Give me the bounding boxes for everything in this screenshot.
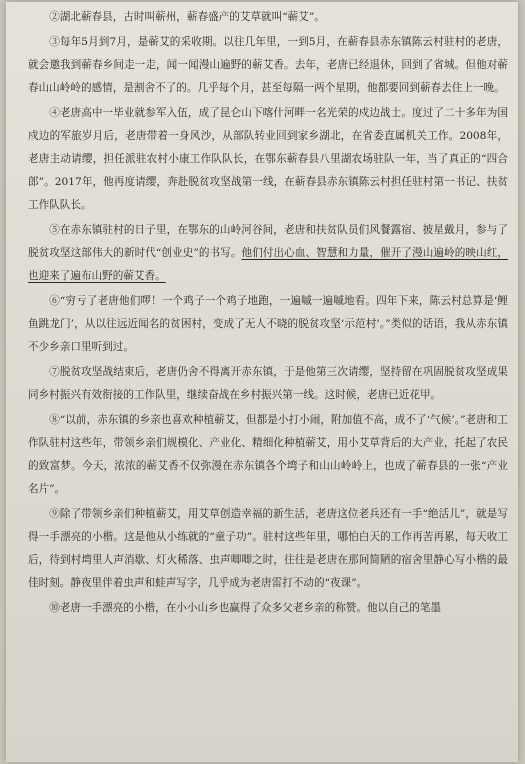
paragraph-5-text: ⑤在赤东镇驻村的日子里，在鄂东的山岭河谷间，老唐和扶贫队员们风餐露宿、披星戴月，参与了脱贫攻坚这部伟大的新时代“创业史”的书写。 [28,224,508,259]
underlined-sentence: 他们付出心血、智慧和力量，催开了漫山遍岭的映山红，也迎来了遍布山野的蕲艾香。 [28,247,508,282]
paragraph-6: ⑥“穷亏了老唐他们啰！一个鸡子一个鸡子地跑，一遍嘁一遍嘁地看。四年下来，陈云村总算是‘鲤鱼跳龙门’，从以往远近闻名的贫困村，变成了无人不晓的脱贫攻坚‘示范村’。”类似的话语，我从赤东镇不少乡亲口里听到过。 [28,295,508,353]
paragraph-3: ③每年5月到7月，是蕲艾的采收期。以往几年里，一到5月，在蕲春县赤东镇陈云村驻村的老唐，就会邀我到蕲春乡间走一走，闻一闻漫山遍野的蕲艾香。去年，老唐已经退休，回到了省城。但他对蕲春山山岭岭的感情，是割舍不了的。几乎每个月，甚至每隔一两个星期，他都要回到蕲春去住上一晚。 [28,36,508,94]
paragraph-5 [6,219,518,288]
paragraph-10: ⑩老唐一手漂亮的小楷，在小小山乡也赢得了众多父老乡亲的称赞。他以自己的笔墨 [49,602,442,614]
paragraph-2: ②湖北蕲春县，古时叫蕲州，蕲春盛产的艾草就叫“蕲艾”。 [49,11,325,23]
paragraph-4: ④老唐高中一毕业就参军入伍，成了昆仑山下喀什河畔一名光荣的戍边战士。度过了二十多年为国戍边的军旅岁月后，老唐带着一身风沙，从部队转业回到家乡湖北，在省委直属机关工作。2008年，老唐主动请缨，担任派驻农村小康工作队队长，在鄂东蕲春县八里湖农场驻队一年，当了真正的“四合郎”。2017年，他再度请缨，奔赴脱贫攻坚战第一线，在蕲春县赤东镇陈云村担任驻村第一书记、扶贫工作队队长。 [28,107,508,211]
document-page [6,2,518,762]
paragraph-7: ⑦脱贫攻坚战结束后，老唐仍舍不得离开赤东镇，于是他第三次请缨，坚持留在巩固脱贫攻坚成果同乡村振兴有效衔接的工作队里，继续奋战在乡村振兴第一线。这时候，老唐已近花甲。 [28,366,508,401]
paragraph-8: ⑧“以前，赤东镇的乡亲也喜欢种植蕲艾，但都是小打小闹，附加值不高，成不了‘气候’。”老唐和工作队驻村这些年，带领乡亲们规模化、产业化、精细化种植蕲艾，用小艾草背后的大产业，托起了农民的致富梦。今天，浓浓的蕲艾香不仅弥漫在赤东镇各个塆子和山山岭岭上，也成了蕲春县的一张“产业名片”。 [28,414,508,495]
paragraph-9: ⑨除了带领乡亲们种植蕲艾，用艾草创造幸福的新生活，老唐这位老兵还有一手“绝活儿”，就是写得一手漂亮的小楷。这是他从小练就的“童子功”。驻村这些年里，哪怕白天的工作再苦再累，每天收工后，待到村塆里人声消歇、灯火稀落、虫声唧唧之时，往往是老唐在那间简陋的宿舍里静心写小楷的最佳时刻。静夜里伴着虫声和蛙声写字，几乎成为老唐雷打不动的“夜课”。 [28,508,508,589]
